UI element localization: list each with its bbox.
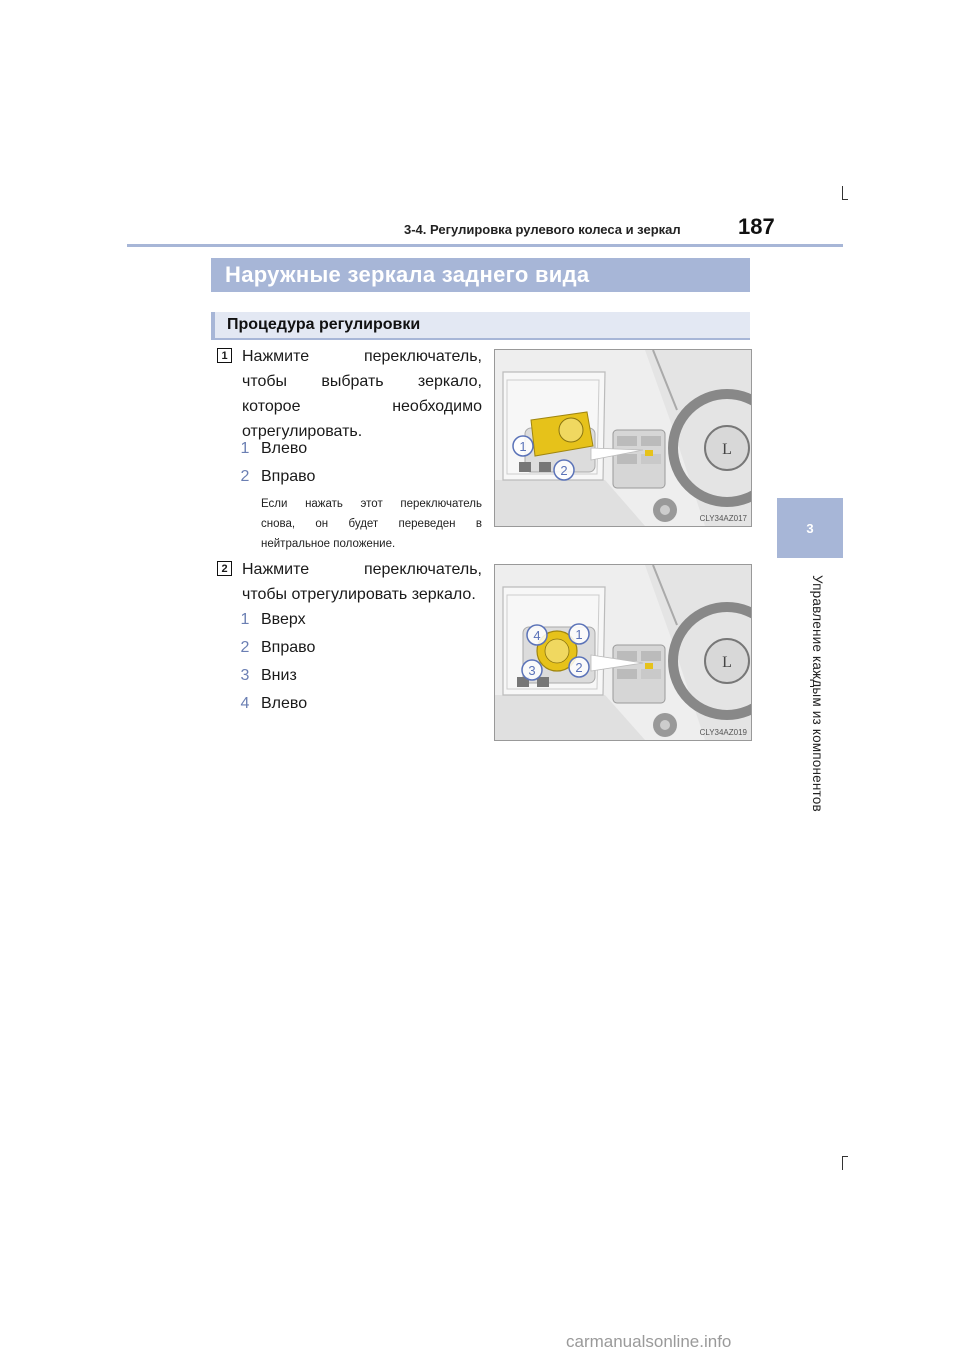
figure-callout: 1 bbox=[519, 439, 527, 454]
item-label-left: Влево bbox=[261, 440, 308, 457]
item-label-up: Вверх bbox=[261, 611, 306, 628]
step-2-marker: 2 bbox=[217, 561, 232, 576]
step-2-line-2: чтобы отрегулировать зеркало. bbox=[242, 586, 476, 603]
figure-adjust-mirror bbox=[494, 564, 752, 741]
main-heading: Наружные зеркала заднего вида bbox=[211, 258, 750, 292]
step-1-line-1: Нажмите переключатель, bbox=[242, 348, 482, 365]
step-1-line-4: отрегулировать. bbox=[242, 423, 363, 440]
chapter-side-text: Управление каждым из компонентов bbox=[810, 575, 825, 812]
item-number: 2 bbox=[240, 639, 250, 656]
item-label-right: Вправо bbox=[261, 639, 316, 656]
item-label-right: Вправо bbox=[261, 468, 316, 485]
figure-callout: 2 bbox=[560, 463, 568, 478]
crop-mark-top bbox=[842, 186, 843, 200]
figure-callout: 4 bbox=[533, 628, 541, 643]
item-number: 3 bbox=[240, 667, 250, 684]
item-number: 4 bbox=[240, 695, 250, 712]
header-rule bbox=[127, 244, 843, 247]
figure-select-mirror bbox=[494, 349, 752, 527]
sub-heading: Процедура регулировки bbox=[211, 312, 750, 340]
figure-callout: 1 bbox=[575, 627, 583, 642]
step-1-marker: 1 bbox=[217, 348, 232, 363]
chapter-tab: 3 bbox=[777, 498, 843, 558]
section-title: 3-4. Регулировка рулевого колеса и зеркал bbox=[404, 222, 681, 237]
step-1-line-2: чтобы выбрать зеркало, bbox=[242, 373, 482, 390]
note-line-1: Если нажать этот переключатель bbox=[261, 498, 482, 510]
figure-code: CLY34AZ019 bbox=[699, 728, 747, 737]
note-line-2: снова, он будет переведен в bbox=[261, 518, 482, 530]
svg-text:L: L bbox=[722, 654, 732, 671]
item-number: 1 bbox=[240, 440, 250, 457]
figure-code: CLY34AZ017 bbox=[699, 514, 747, 523]
item-number: 1 bbox=[240, 611, 250, 628]
item-label-left: Влево bbox=[261, 695, 308, 712]
figure-callout: 2 bbox=[575, 660, 583, 675]
svg-text:L: L bbox=[722, 441, 732, 458]
crop-mark-bottom bbox=[842, 1156, 843, 1170]
note-line-3: нейтральное положение. bbox=[261, 538, 396, 550]
step-1-line-3: которое необходимо bbox=[242, 398, 482, 415]
item-number: 2 bbox=[240, 468, 250, 485]
figure-callout: 3 bbox=[528, 663, 536, 678]
step-2-line-1: Нажмите переключатель, bbox=[242, 561, 482, 578]
item-label-down: Вниз bbox=[261, 667, 297, 684]
page-number: 187 bbox=[738, 214, 775, 239]
watermark[interactable]: carmanualsonline.info bbox=[566, 1332, 732, 1351]
illustration-door-switch-adjust bbox=[495, 565, 751, 740]
illustration-door-switch-select bbox=[495, 350, 751, 526]
